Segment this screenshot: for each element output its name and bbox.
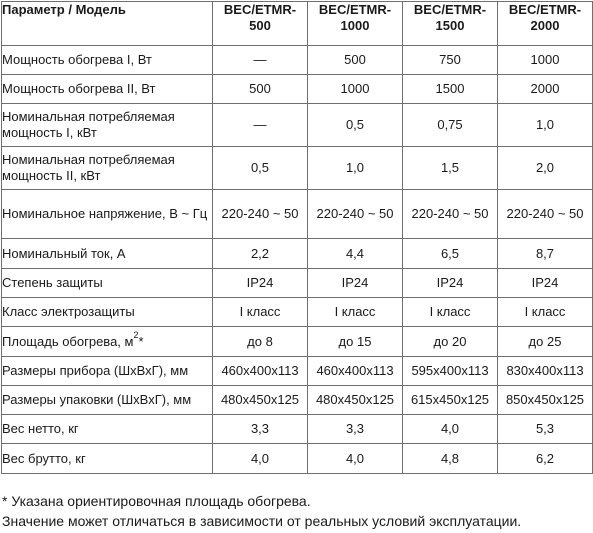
header-row (2, 2, 593, 46)
table-cell: 4,8 (403, 444, 498, 474)
table-row (2, 269, 593, 298)
row-label: Вес нетто, кг (2, 415, 213, 444)
row-label: Размеры упаковки (ШхВхГ), мм (2, 386, 213, 415)
table-row (2, 327, 593, 357)
table-cell: 615х450х125 (403, 386, 498, 415)
header-model-line2: 500 (249, 18, 271, 33)
row-label: Мощность обогрева I, Вт (2, 46, 213, 75)
table-row (2, 357, 593, 386)
table-cell: 6,5 (403, 239, 498, 269)
header-model (498, 2, 593, 46)
header-model-line1: BEC/ETMR- (223, 2, 297, 17)
row-label: Номинальная потребляемая мощность II, кВт (2, 147, 213, 190)
table-cell: 3,3 (213, 415, 308, 444)
table-row (2, 386, 593, 415)
table-cell: 1,0 (308, 147, 403, 190)
row-label: Мощность обогрева II, Вт (2, 75, 213, 104)
table-cell: 1000 (308, 75, 403, 104)
table-cell: 2000 (498, 75, 593, 104)
table-cell: IP24 (498, 269, 593, 298)
header-model (403, 2, 498, 46)
table-row (2, 444, 593, 474)
table-cell: IP24 (403, 269, 498, 298)
table-cell: 0,5 (213, 147, 308, 190)
header-model-line1: BEC/ETMR- (413, 2, 487, 17)
table-cell: 3,3 (308, 415, 403, 444)
row-label: Степень защиты (2, 269, 213, 298)
table-cell: до 15 (308, 327, 403, 357)
table-cell: 850х450х125 (498, 386, 593, 415)
table-row (2, 415, 593, 444)
table-cell: 5,3 (498, 415, 593, 444)
table-cell: 750 (403, 46, 498, 75)
table-row (2, 104, 593, 147)
table-cell: 830х400х113 (498, 357, 593, 386)
row-label: Номинальный ток, А (2, 239, 213, 269)
table-row (2, 190, 593, 239)
table-cell: I класс (213, 298, 308, 327)
table-cell: 2,2 (213, 239, 308, 269)
row-label: Вес брутто, кг (2, 444, 213, 474)
row-label: Номинальная потребляемая мощность I, кВт (2, 104, 213, 147)
header-model (213, 2, 308, 46)
table-cell: 2,0 (498, 147, 593, 190)
header-model-line2: 2000 (530, 18, 560, 33)
table-row (2, 298, 593, 327)
table-cell: 0,5 (308, 104, 403, 147)
table-cell: 220-240 ~ 50 (213, 190, 308, 239)
table-cell: до 25 (498, 327, 593, 357)
header-param: Параметр / Модель (2, 2, 213, 46)
header-model-line2: 1000 (340, 18, 370, 33)
table-cell: 4,0 (308, 444, 403, 474)
spec-table (1, 1, 593, 474)
footnote-marker: * (138, 333, 144, 349)
table-cell: 460х400х113 (308, 357, 403, 386)
table-cell: 4,4 (308, 239, 403, 269)
table-cell: I класс (308, 298, 403, 327)
table-cell: 0,75 (403, 104, 498, 147)
superscript: 2 (133, 330, 139, 341)
table-cell: — (213, 46, 308, 75)
table-cell: 6,2 (498, 444, 593, 474)
footnote-line-2: Значение может отличаться в зависимости от реальных условий эксплуатации. (2, 513, 522, 529)
table-cell: I класс (498, 298, 593, 327)
footnote-line-1: * Указана ориентировочная площадь обогрева. (2, 493, 311, 509)
header-model-line2: 1500 (435, 18, 465, 33)
table-cell: IP24 (213, 269, 308, 298)
table-cell: 480х450х125 (213, 386, 308, 415)
table-row (2, 239, 593, 269)
table-cell: 220-240 ~ 50 (403, 190, 498, 239)
row-label: Номинальное напряжение, В ~ Гц (2, 190, 213, 239)
table-cell: 8,7 (498, 239, 593, 269)
table-cell: 1000 (498, 46, 593, 75)
table-cell: 500 (308, 46, 403, 75)
table-cell: 1,0 (498, 104, 593, 147)
table-cell: 220-240 ~ 50 (308, 190, 403, 239)
table-cell: до 8 (213, 327, 308, 357)
table-row (2, 46, 593, 75)
table-cell: 4,0 (403, 415, 498, 444)
table-cell: 500 (213, 75, 308, 104)
table-cell: 220-240 ~ 50 (498, 190, 593, 239)
header-model-line1: BEC/ETMR- (508, 2, 582, 17)
table-cell: IP24 (308, 269, 403, 298)
row-label: Размеры прибора (ШхВхГ), мм (2, 357, 213, 386)
header-model-line1: BEC/ETMR- (318, 2, 392, 17)
table-cell: 595х400х113 (403, 357, 498, 386)
table-row (2, 147, 593, 190)
table-cell: 1,5 (403, 147, 498, 190)
table-cell: I класс (403, 298, 498, 327)
row-label-text: Площадь обогрева, м (2, 333, 134, 349)
table-cell: — (213, 104, 308, 147)
row-label: Класс электрозащиты (2, 298, 213, 327)
header-model (308, 2, 403, 46)
table-row (2, 75, 593, 104)
table-cell: 480х450х125 (308, 386, 403, 415)
table-cell: до 20 (403, 327, 498, 357)
table-cell: 460х400х113 (213, 357, 308, 386)
table-cell: 4,0 (213, 444, 308, 474)
table-cell: 1500 (403, 75, 498, 104)
row-label (2, 327, 213, 357)
